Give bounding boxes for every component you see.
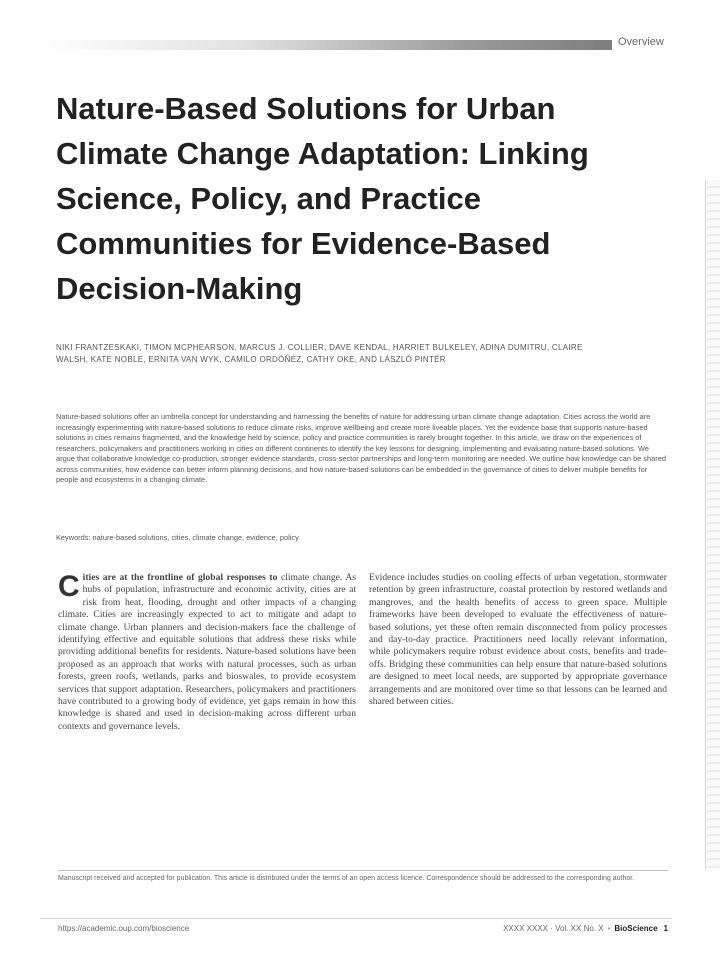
abstract: Nature-based solutions offer an umbrella concept for understanding and harnessing the benefits of nature for addressing urban climate change adaptation. Cities across the world are increasingly experimenting with nature-based solutions to reduce climate risks, improve wellbeing and create more liveable places. Yet the evidence base that supports nature-based solutions in cities remains fragmented, and the knowledge held by science, policy and practice communities is rarely brought together. In this article, we draw on the experiences of researchers, policymakers and practitioners working in cities on different continents to identify the key lessons for designing, implementing and evaluating nature-based solutions. We argue that collaborative knowledge co-production, stronger evidence standards, cross-sector partnerships and long-term monitoring are needed. We outline how knowledge can be shared across communities, how evidence can better inform planning decisions, and how nature-based solutions can be embedded in the governance of cities to deliver multiple benefits for people and ecosystems in a changing climate.	[56, 412, 666, 484]
article-title: Nature-Based Solutions for Urban Climate Change Adaptation: Linking Science, Policy, and Practice Communities for Evidence-Based Decision-Making	[56, 91, 589, 306]
volume-info: XXXX XXXX · Vol. XX No. X	[503, 924, 604, 933]
lead-in: ities are at the frontline of global responses to	[82, 572, 278, 583]
body-text-left: climate change. As hubs of population, infrastructure and economic activity, cities are at risk from heat, flooding, drought and other impacts of a changing climate. Cities are increasingly expected to act to mitigate and adapt to climate change. Urban planners and decision-makers face the challenge of identifying effective and equitable solutions that address these risks while providing additional benefits for residents. Nature-based solutions have been proposed as an approach that works with natural processes, such as urban forests, green roofs, wetlands, parks and bioswales, to provide ecosystem services that support adaptation. Researchers, policymakers and practitioners have contributed to a growing body of evidence, yet gaps remain in how this knowledge is shared and used in decision-making across different urban contexts and governance levels.	[58, 572, 357, 732]
section-label: Overview	[618, 36, 664, 48]
footer-url[interactable]: https://academic.oup.com/bioscience	[58, 924, 190, 933]
footnote-divider	[58, 870, 668, 871]
footer-info	[503, 924, 668, 933]
body-column-right	[369, 572, 667, 708]
keywords: Keywords: nature-based solutions, cities, climate change, evidence, policy	[56, 533, 299, 542]
footnote: Manuscript received and accepted for publication. This article is distributed under the terms of an open access licence. Correspondence should be addressed to the corresponding author.	[58, 875, 635, 882]
body-column-left	[58, 572, 356, 733]
footer-separator: •	[607, 924, 611, 933]
side-margin-strip	[705, 180, 720, 870]
drop-cap: C	[58, 570, 80, 603]
footer-divider	[40, 918, 672, 919]
page-number: 1	[663, 924, 668, 933]
header-bar	[40, 40, 612, 50]
journal-name: BioScience	[614, 924, 658, 933]
author-list: NIKI FRANTZESKAKI, TIMON MCPHEARSON, MARCUS J. COLLIER, DAVE KENDAL, HARRIET BULKELEY, ADINA DUMITRU, CLAIRE WALSH, KATE NOBLE, ERNITA VAN WYK, CAMILO ORDÓÑEZ, CATHY OKE, AND LÁSZLÓ PINTÉR	[56, 343, 583, 364]
body-text-right: Evidence includes studies on cooling effects of urban vegetation, stormwater retention by green infrastructure, coastal protection by restored wetlands and mangroves, and the health benefits of access to green space. Multiple frameworks have been developed to evaluate the effectiveness of nature-based solutions, yet these often remain disconnected from policy processes and day-to-day practice. Practitioners need locally relevant information, while policymakers require robust evidence about costs, benefits and trade-offs. Bridging these communities can help ensure that nature-based solutions are designed to meet local needs, are supported by appropriate governance arrangements and are monitored over time so that lessons can be learned and shared between cities.	[369, 572, 667, 708]
